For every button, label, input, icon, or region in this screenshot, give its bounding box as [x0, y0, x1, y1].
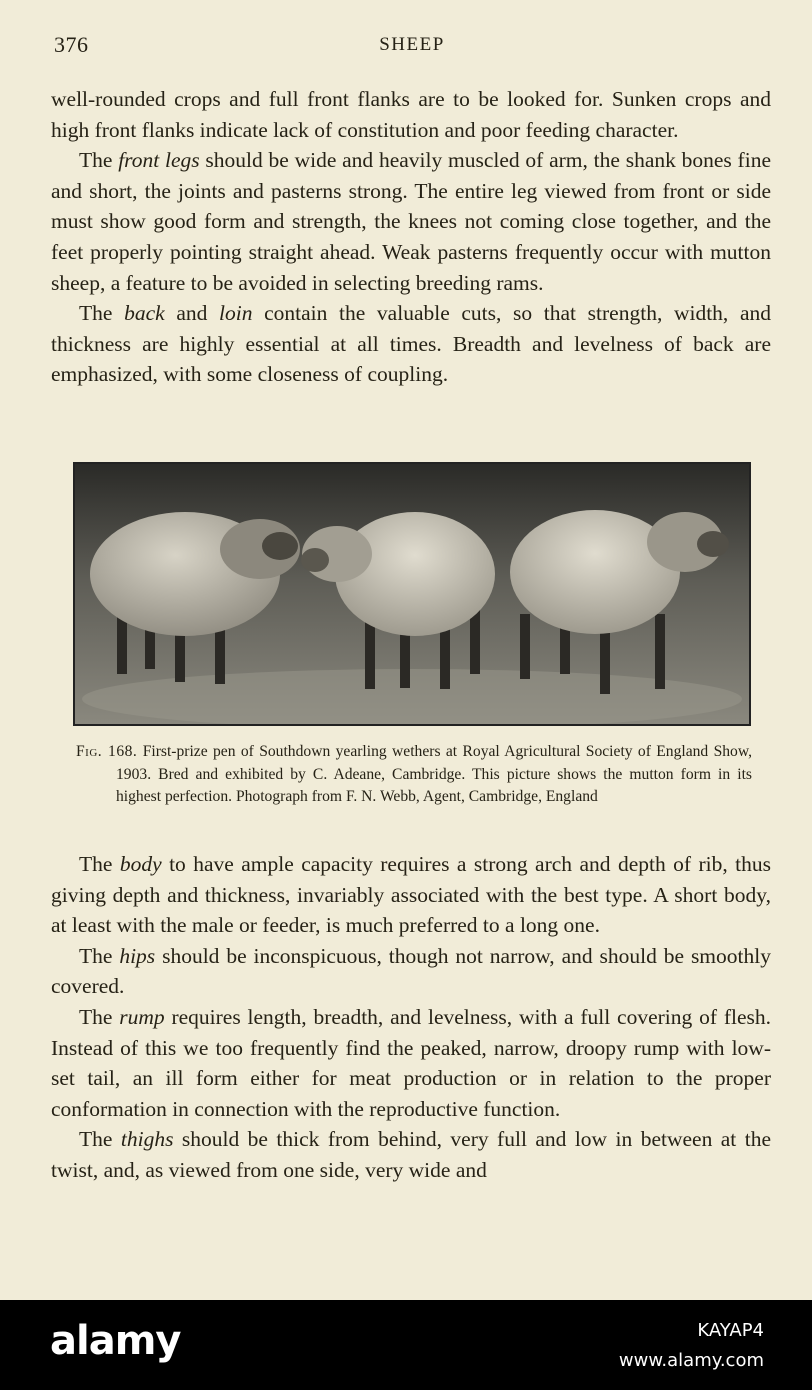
term-front-legs: front legs	[118, 148, 200, 173]
term-hips: hips	[119, 943, 156, 968]
body-text-bottom	[51, 849, 771, 1186]
paragraph-body: The body to have ample capacity requires a strong arch and depth of rib, thus giving depth and thickness, invariably associated with the best type. A short body, at least with the male or feeder, is much preferred to a long one.	[51, 852, 771, 938]
stock-watermark-bar	[0, 1300, 812, 1390]
paragraph-hips: The hips should be inconspicuous, though not narrow, and should be smoothly covered.	[51, 943, 771, 999]
term-thighs: thighs	[120, 1127, 174, 1152]
alamy-logo: alamy	[50, 1318, 181, 1364]
paragraph-crops: well-rounded crops and full front flanks are to be looked for. Sunken crops and high front flanks indicate lack of constitution and poor feeding character.	[51, 87, 771, 142]
figure-label: Fig. 168.	[76, 743, 138, 760]
paragraph-front-legs: The front legs should be wide and heavily muscled of arm, the shank bones fine and short, the joints and pasterns strong. The entire leg viewed from front or side must show good form and strength, the knees not coming close together, and the feet properly pointing straight ahead. Weak pasterns frequently occur with mutton sheep, a feature to be avoided in selecting breeding rams.	[51, 148, 771, 295]
paragraph-rump: The rump requires length, breadth, and levelness, with a full covering of flesh. Instead of this we too frequently find the peaked, narrow, droopy rump with low-set tail, an ill form either for meat production or in relation to the proper conformation in connection with the reproductive function.	[51, 1004, 771, 1121]
page-number: 376	[54, 32, 89, 57]
figure-caption	[76, 741, 752, 809]
image-id: KAYAP4	[697, 1320, 764, 1341]
paragraph-back-loin: The back and loin contain the valuable cuts, so that strength, width, and thickness are highly essential at all times. Breadth and levelness of back are emphasized, with some closeness of coupling.	[51, 301, 771, 387]
figure-caption-text: First-prize pen of Southdown yearling wethers at Royal Agricultural Society of England Show, 1903. Bred and exhibited by C. Adeane, Cambridge. This picture shows the mutton form in its highest perfection. Photograph from F. N. Webb, Agent, Cambridge, England	[116, 743, 752, 806]
running-title: SHEEP	[379, 34, 445, 55]
page-header	[54, 32, 770, 62]
paragraph-thighs: The thighs should be thick from behind, very full and low in between at the twist, and, as viewed from one side, very wide and	[51, 1127, 771, 1182]
term-loin: loin	[219, 301, 253, 326]
term-rump: rump	[119, 1004, 165, 1029]
body-text-top	[51, 84, 771, 390]
sheep-photograph	[75, 464, 749, 724]
term-back: back	[124, 301, 165, 326]
figure-photograph	[73, 462, 751, 726]
term-body: body	[119, 852, 162, 876]
site-url: www.alamy.com	[618, 1350, 764, 1371]
